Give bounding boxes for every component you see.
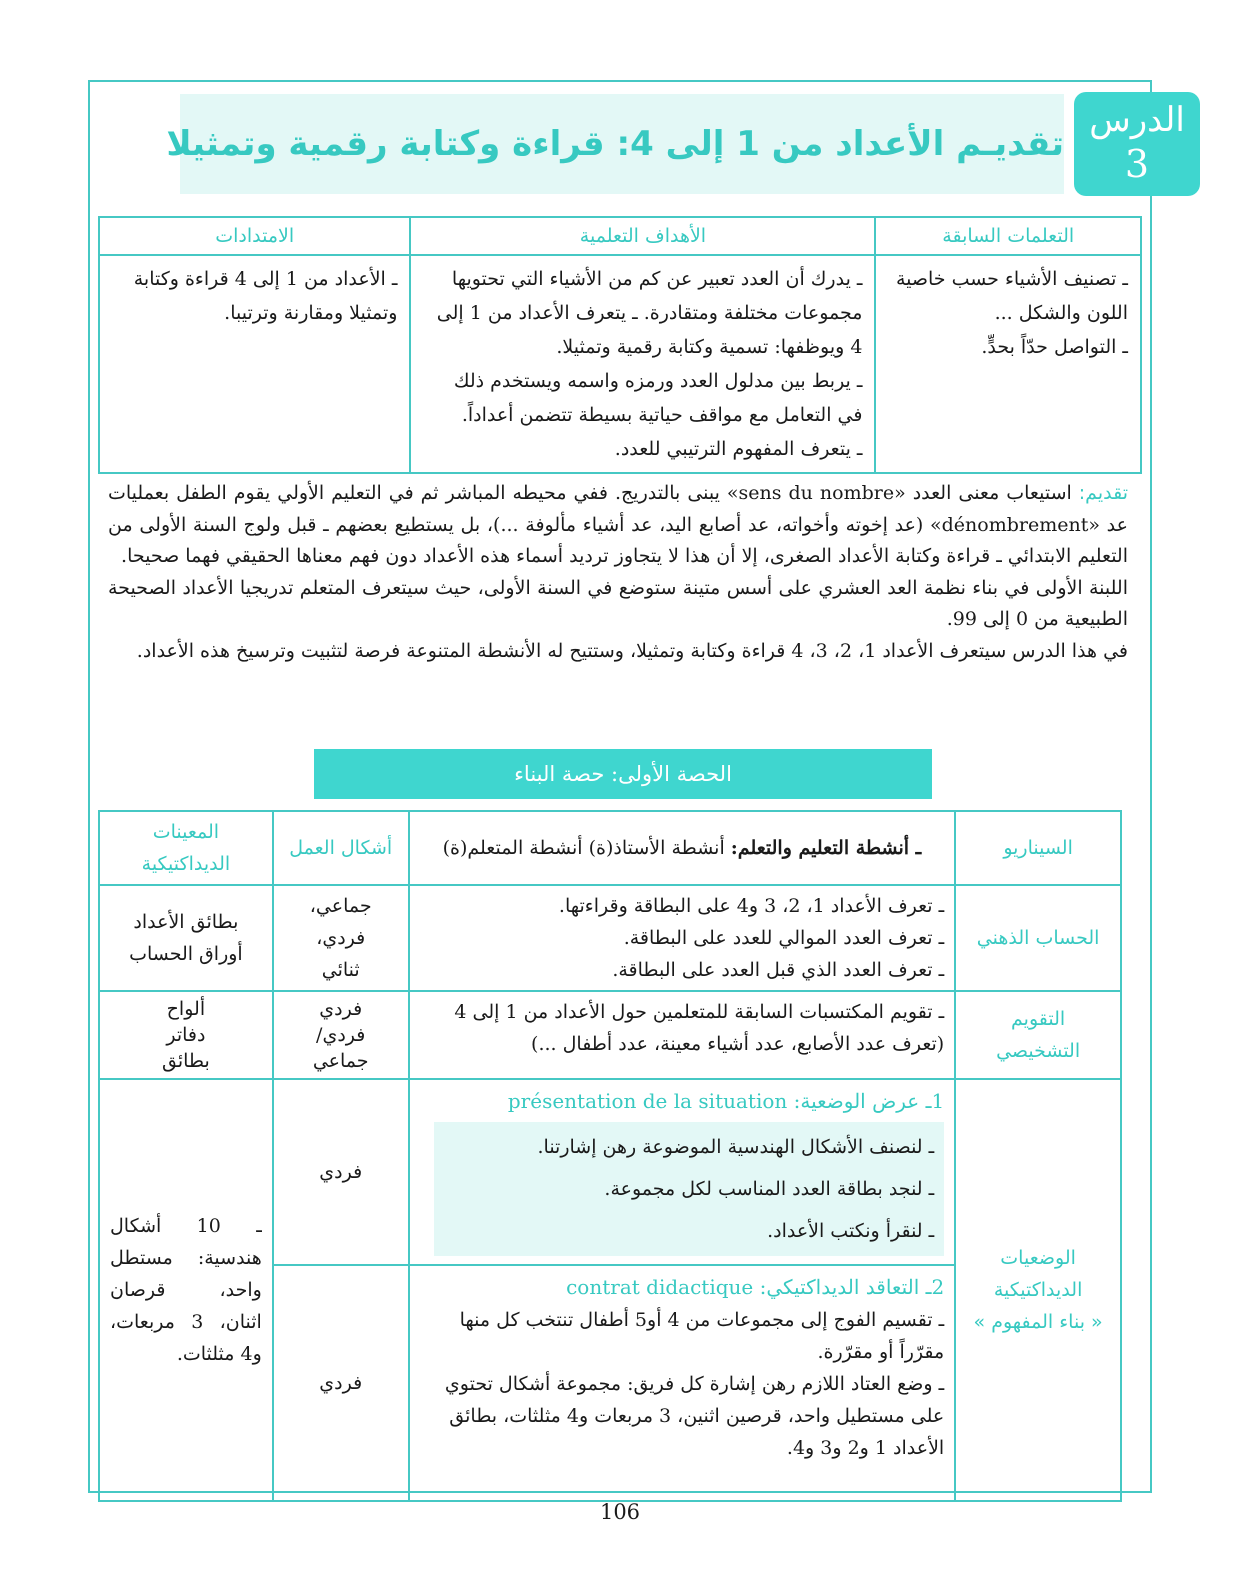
work-forms-cell	[273, 991, 409, 1079]
scenario-mental-math: الحساب الذهني	[955, 885, 1121, 991]
materials-cell	[99, 885, 273, 991]
activity-item: ـ تقويم المكتسبات السابقة للمتعلمين حول الأعداد من 1 إلى 4 (تعرف عدد الأصابع، عدد أشياء معينة، عدد أطفال ...)	[454, 1001, 945, 1055]
material-item: أوراق الحساب	[129, 943, 243, 965]
header-learning-goals: الأهداف التعلمية	[410, 217, 875, 255]
lesson-title: تقديـم الأعداد من 1 إلى 4: قراءة وكتابة رقمية وتمثيلا	[166, 124, 1064, 164]
prior-learning-item: ـ تصنيف الأشياء حسب خاصية اللون والشكل ...	[895, 268, 1128, 324]
scenario-diagnostic: التقويم التشخيصي	[955, 991, 1121, 1079]
situation-instructions	[434, 1122, 945, 1256]
activity-item: ـ تعرف العدد الذي قبل العدد على البطاقة.	[612, 959, 945, 981]
material-item: ألواح	[166, 998, 206, 1020]
activity-item: ـ وضع العتاد اللازم رهن إشارة كل فريق: مجموعة أشكال تحتوي على مستطيل واحد، قرصين اثنين، 3 مربعات و4 مثلثات، بطائق الأعداد 1 و2 و3 و4.	[444, 1373, 945, 1459]
prior-learning-item: ـ التواصل حدّاً بحدٍّ.	[981, 336, 1128, 358]
header-activities	[409, 811, 956, 885]
work-form: جماعي،	[309, 895, 372, 917]
activities-cell	[409, 1265, 956, 1501]
scenario-line: الوضعيات	[1000, 1247, 1076, 1269]
activity-item: ـ تعرف العدد الموالي للعدد على البطاقة.	[623, 927, 945, 949]
lesson-badge	[1074, 92, 1200, 196]
intro-paragraph-1	[108, 478, 1128, 573]
learning-goals-cell	[410, 255, 875, 473]
lesson-label: الدرس	[1089, 100, 1185, 140]
intro-section	[108, 478, 1128, 667]
learning-goal-item: ـ يدرك أن العدد تعبير عن كم من الأشياء التي تحتويها مجموعات مختلفة ومتقادرة. ـ يتعرف الأعداد من 1 إلى 4 ويوظفها: تسمية وكتابة رقمية وتمثيلا.	[436, 268, 863, 358]
work-form: فردي	[319, 1161, 363, 1183]
material-item: بطائق الأعداد	[133, 911, 239, 933]
title-band	[166, 94, 1064, 194]
table-row	[99, 991, 1121, 1079]
prior-learning-cell	[875, 255, 1141, 473]
objectives-table	[98, 216, 1142, 474]
lesson-number: 3	[1124, 142, 1150, 186]
table-row	[99, 1079, 1121, 1265]
header-scenario: السيناريو	[955, 811, 1121, 885]
work-form: فردي	[319, 998, 363, 1020]
material-item: ـ 10 أشكال هندسية: مستطل واحد، قرصان اثنان، 3 مربعات، و4 مثلثات.	[110, 1215, 262, 1365]
lesson-table	[98, 810, 1122, 1502]
header-prior-learning: التعلمات السابقة	[875, 217, 1141, 255]
activities-cell	[409, 991, 956, 1079]
activity-item: ـ لنقرأ ونكتب الأعداد.	[767, 1220, 935, 1242]
work-forms-cell	[273, 885, 409, 991]
extensions-cell	[99, 255, 410, 473]
intro-text-1: استيعاب معنى العدد «sens du nombre» يبنى بالتدريج. ففي محيطه المباشر ثم في التعليم الأولي يقوم الطفل بعمليات عد «dénombrement» (عد إخوته وأخواته، عد أصابع اليد، عد أشياء مألوفة ...)، بل يستطيع بعضهم ـ قبل ولوج السنة الأولى من التعليم الابتدائي ـ قراءة وكتابة الأعداد الصغرى، إلا أن هذا لا يتجاوز ترديد أسماء هذه الأعداد دون فهم معناها الحقيقي فهما صحيحا.	[108, 482, 1128, 567]
material-item: دفاتر	[166, 1024, 206, 1046]
work-forms-cell	[273, 1079, 409, 1265]
intro-paragraph-3: في هذا الدرس سيتعرف الأعداد 1، 2، 3، 4 قراءة وكتابة وتمثيلا، وستتيح له الأنشطة المتنوعة فرصة لتثبيت وترسيخ هذه الأعداد.	[136, 639, 1128, 662]
materials-cell	[99, 1079, 273, 1501]
scenario-line: الديداكتيكية	[993, 1279, 1083, 1301]
learning-goal-item: ـ يتعرف المفهوم الترتيبي للعدد.	[614, 438, 863, 460]
work-form: جماعي	[312, 1050, 369, 1072]
situation-presentation-title: 1ـ عرض الوضعية: présentation de la situation	[507, 1089, 945, 1113]
header-extensions: الامتدادات	[99, 217, 410, 255]
materials-cell	[99, 991, 273, 1079]
activity-item: ـ تعرف الأعداد 1، 2، 3 و4 على البطاقة وقراءتها.	[558, 895, 945, 917]
work-form: فردي،	[316, 927, 366, 949]
work-form: فردي	[319, 1372, 363, 1394]
scenario-line: « بناء المفهوم »	[973, 1311, 1103, 1333]
work-form: ثنائي	[321, 959, 360, 981]
scenario-didactic-situations	[955, 1079, 1121, 1501]
work-form: فردي/	[316, 1024, 366, 1046]
extensions-text: ـ الأعداد من 1 إلى 4 قراءة وكتابة وتمثيلا ومقارنة وترتيبا.	[133, 268, 398, 324]
activities-header-rest: أنشطة الأستاذ(ة) أنشطة المتعلم(ة)	[442, 837, 731, 859]
activity-item: ـ تقسيم الفوج إلى مجموعات من 4 أو5 أطفال تنتخب كل منها مقرّراً أو مقرّرة.	[459, 1309, 945, 1363]
activities-cell	[409, 885, 956, 991]
page-number: 106	[599, 1500, 641, 1524]
activities-header-bold: ـ أنشطة التعليم والتعلم:	[730, 837, 922, 859]
activities-cell	[409, 1079, 956, 1265]
session-banner: الحصة الأولى: حصة البناء	[314, 749, 932, 799]
header-work-forms: أشكال العمل	[273, 811, 409, 885]
intro-paragraph-2: اللبنة الأولى في بناء نظمة العد العشري على أسس متينة ستوضع في السنة الأولى، حيث سيتعرف المتعلم تدريجيا الأعداد الصحيحة الطبيعية من 0 إلى 99.	[108, 576, 1128, 630]
activity-item: ـ لنصنف الأشكال الهندسية الموضوعة رهن إشارتنا.	[537, 1136, 935, 1158]
learning-goal-item: ـ يربط بين مدلول العدد ورمزه واسمه ويستخدم ذلك في التعامل مع مواقف حياتية بسيطة تتضمن أعداداً.	[453, 370, 863, 426]
table-row	[99, 885, 1121, 991]
header-materials: المعينات الديداكتيكية	[99, 811, 273, 885]
activity-item: ـ لنجد بطاقة العدد المناسب لكل مجموعة.	[604, 1178, 935, 1200]
work-forms-cell	[273, 1265, 409, 1501]
material-item: بطائق	[162, 1050, 210, 1072]
didactic-contract-title: 2ـ التعاقد الديداكتيكي: contrat didactique	[566, 1275, 945, 1299]
intro-label: تقديم:	[1078, 482, 1128, 504]
